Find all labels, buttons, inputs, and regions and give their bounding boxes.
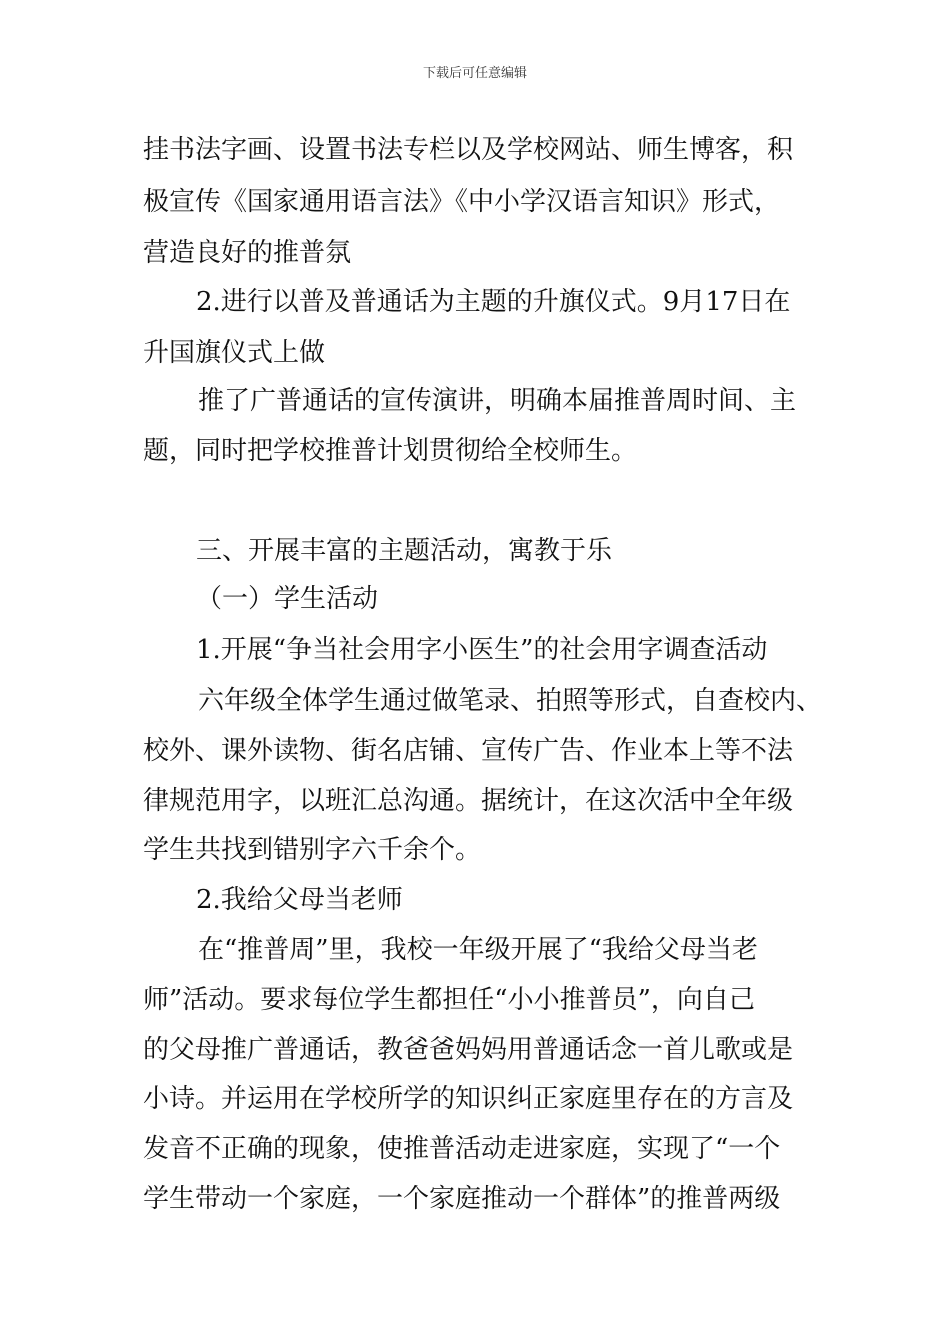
body-line: 律规范用字，以班汇总沟通。据统计，在这次活中全年级 bbox=[143, 786, 794, 816]
body-line: 挂书法字画、设置书法专栏以及学校网站、师生博客，积 bbox=[143, 135, 794, 165]
item-heading: 1.开展“争当社会用字小医生”的社会用字调查活动 bbox=[196, 635, 768, 665]
subsection-heading: （一）学生活动 bbox=[196, 584, 379, 614]
body-line: 2.进行以普及普通话为主题的升旗仪式。9月17日在 bbox=[196, 287, 791, 317]
body-line: 极宣传《国家通用语言法》《中小学汉语言知识》形式， bbox=[143, 187, 781, 217]
body-line: 学生带动一个家庭，一个家庭推动一个群体”的推普两级 bbox=[143, 1184, 781, 1214]
body-line: 在“推普周”里，我校一年级开展了“我给父母当老 bbox=[198, 935, 758, 965]
body-line: 小诗。并运用在学校所学的知识纠正家庭里存在的方言及 bbox=[143, 1084, 794, 1114]
body-line: 题，同时把学校推普计划贯彻给全校师生。 bbox=[143, 436, 638, 466]
body-line: 发音不正确的现象，使推普活动走进家庭，实现了“一个 bbox=[143, 1134, 781, 1164]
body-line: 推了广普通话的宣传演讲，明确本届推普周时间、主 bbox=[198, 386, 797, 416]
body-line: 校外、课外读物、街名店铺、宣传广告、作业本上等不法 bbox=[143, 736, 794, 766]
page-header: 下载后可任意编辑 bbox=[422, 66, 527, 81]
body-line: 升国旗仪式上做 bbox=[143, 338, 326, 368]
body-line: 的父母推广普通话，教爸爸妈妈用普通话念一首儿歌或是 bbox=[143, 1035, 794, 1065]
body-line: 六年级全体学生通过做笔录、拍照等形式，自查校内、 bbox=[198, 686, 823, 716]
body-line: 营造良好的推普氛 bbox=[143, 238, 352, 268]
item-heading: 2.我给父母当老师 bbox=[196, 885, 403, 915]
body-line: 师”活动。要求每位学生都担任“小小推普员”，向自己 bbox=[143, 985, 755, 1015]
section-heading: 三、开展丰富的主题活动，寓教于乐 bbox=[196, 536, 613, 566]
body-line: 学生共找到错别字六千余个。 bbox=[143, 835, 482, 865]
